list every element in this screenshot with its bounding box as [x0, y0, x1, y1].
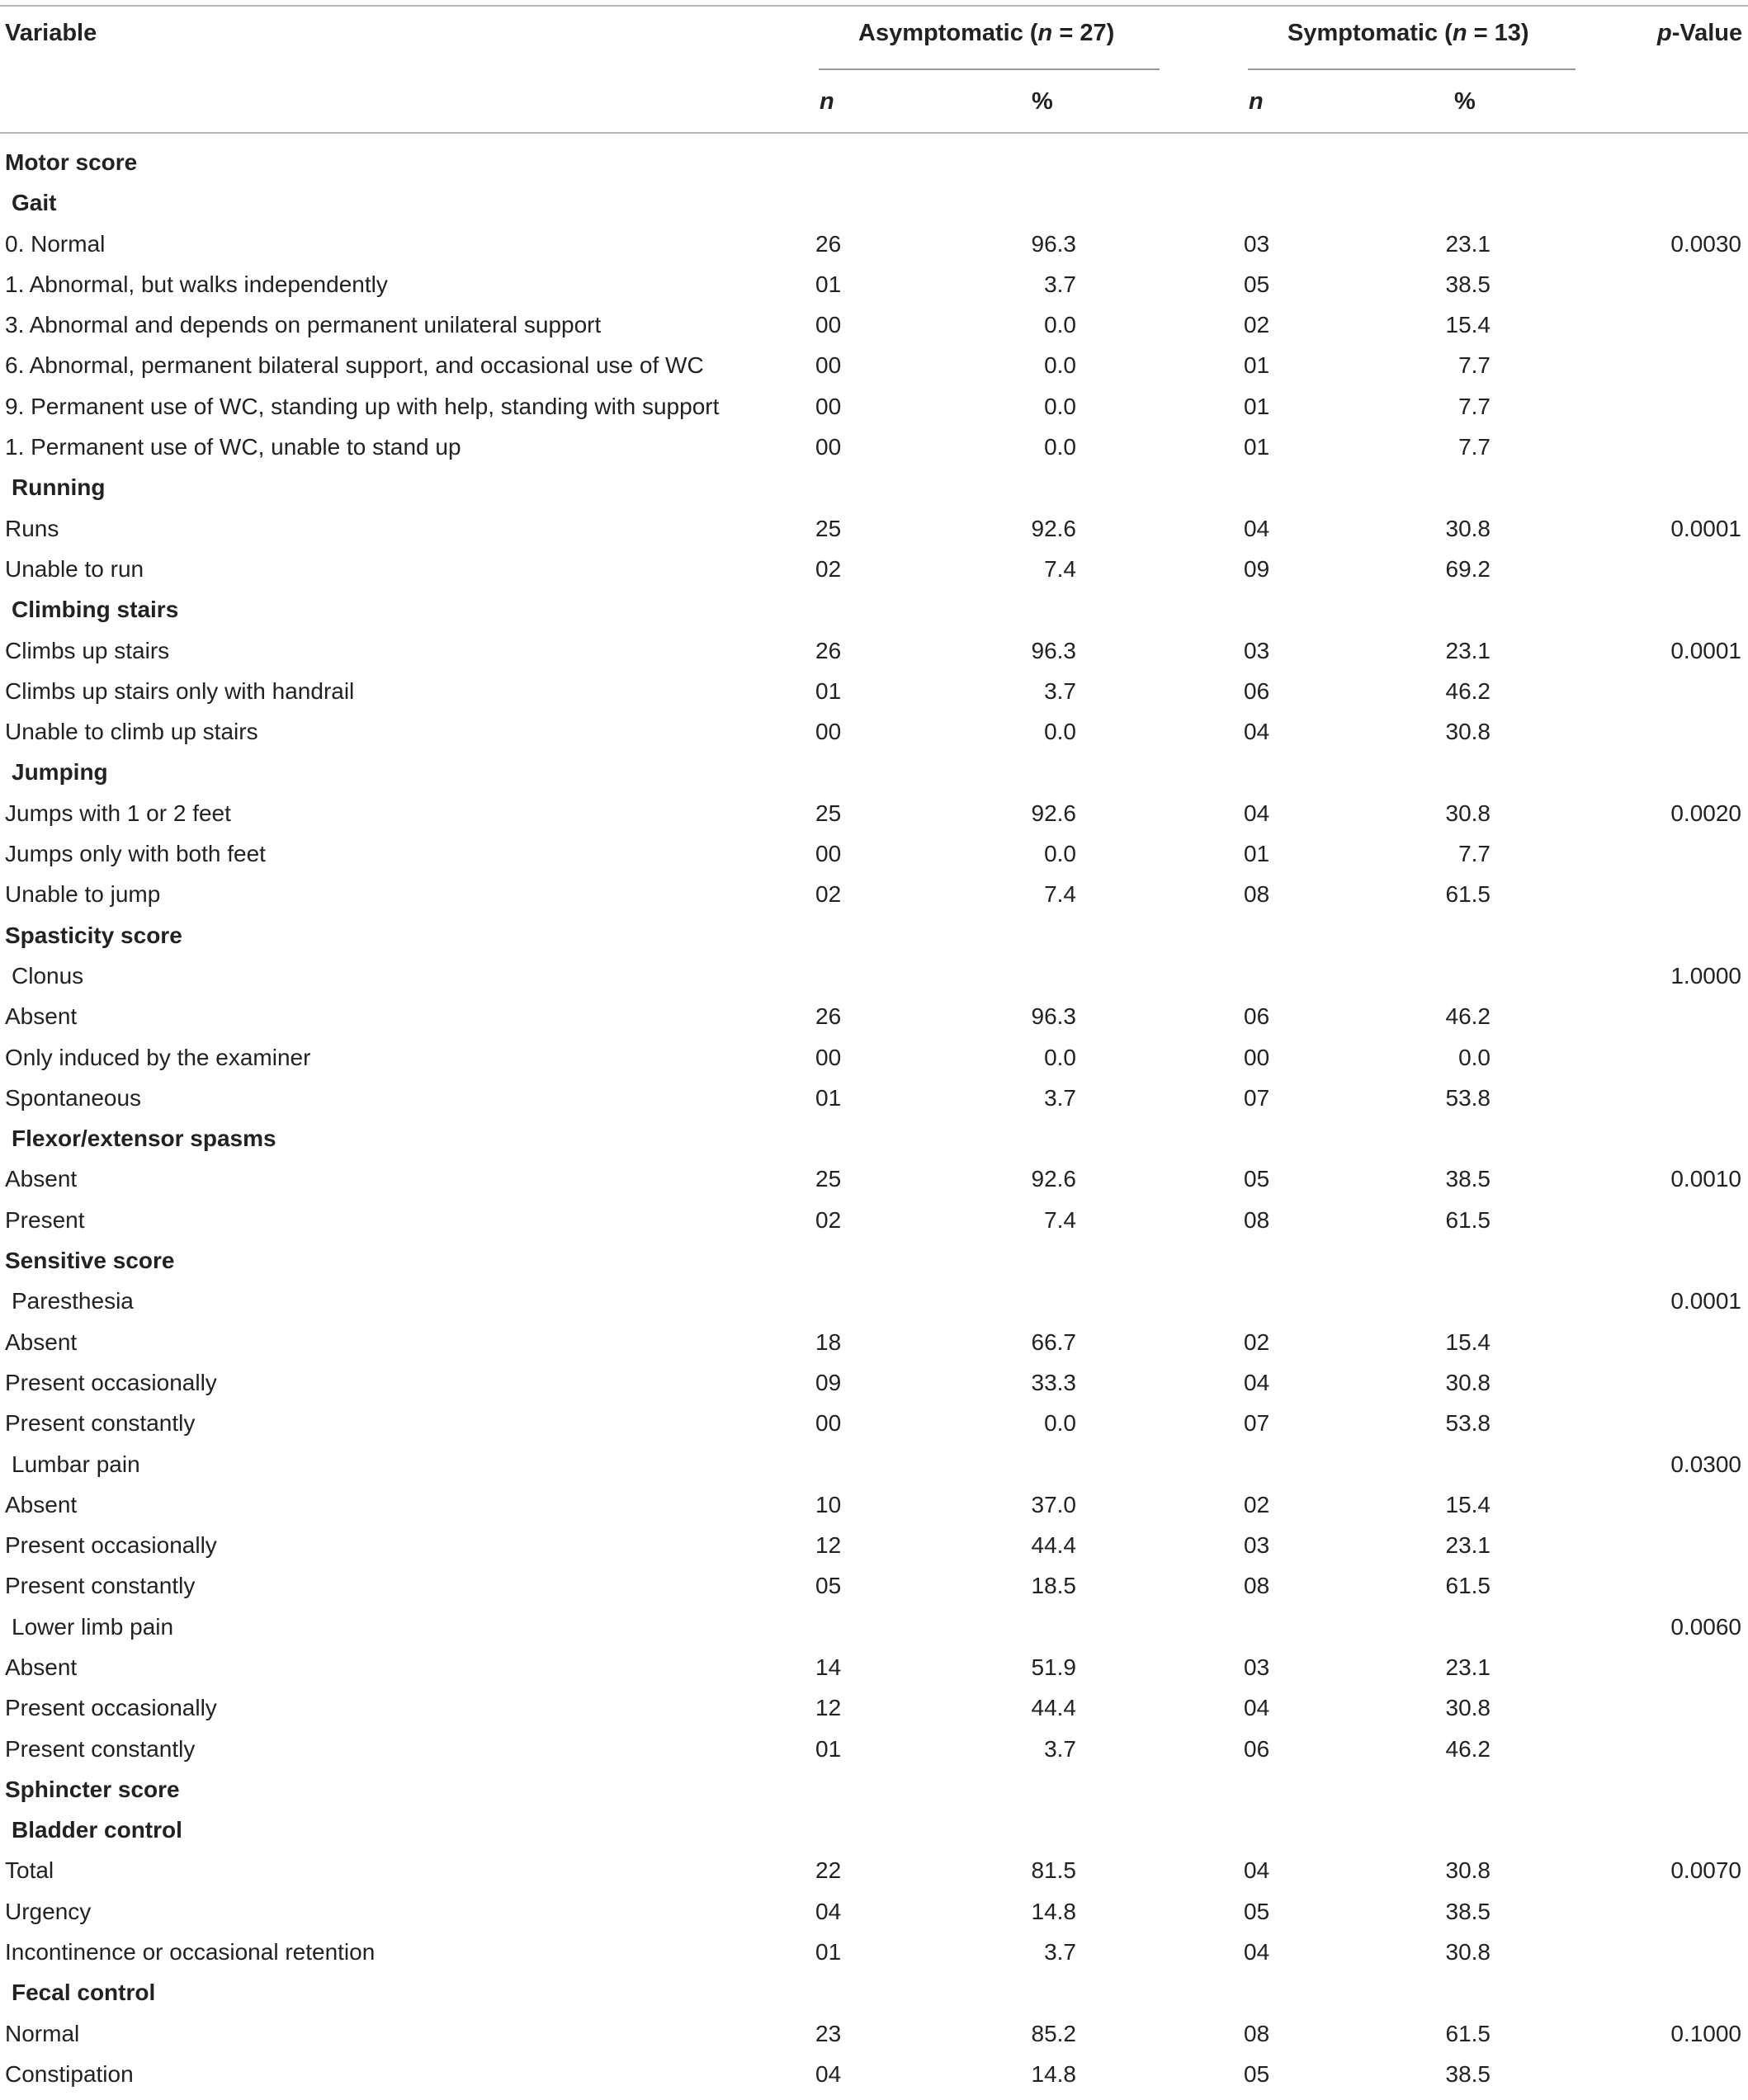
- cell-sym-pct: 46.2: [1445, 1003, 1491, 1030]
- cell-p-value: 0.0010: [1670, 1166, 1741, 1192]
- table-top-rule: [0, 5, 1748, 7]
- cell-asym-pct: 0.0: [1044, 352, 1076, 379]
- cell-asym-pct: 92.6: [1031, 1166, 1076, 1192]
- table-row: [0, 1328, 1748, 1368]
- cell-sym-n: 01: [1244, 352, 1270, 379]
- table-row: [0, 1409, 1748, 1449]
- cell-asym-pct: 92.6: [1031, 515, 1076, 541]
- row-label: Urgency: [5, 1898, 92, 1924]
- row-label: Runs: [5, 515, 59, 541]
- cell-p-value: 1.0000: [1670, 962, 1741, 989]
- cell-asym-n: 22: [815, 1857, 842, 1884]
- cell-asym-n: 04: [815, 1898, 842, 1924]
- cell-asym-pct: 33.3: [1031, 1369, 1076, 1395]
- cell-asym-pct: 0.0: [1044, 312, 1076, 338]
- cell-asym-pct: 7.4: [1044, 555, 1076, 582]
- cell-asym-n: 00: [815, 393, 842, 419]
- table-row-heading: [0, 1815, 1748, 1856]
- cell-sym-pct: 46.2: [1445, 677, 1491, 704]
- row-label: Clonus: [12, 962, 84, 989]
- row-label: Present occasionally: [5, 1532, 217, 1559]
- cell-asym-n: 00: [815, 434, 842, 460]
- cell-asym-n: 01: [815, 1735, 842, 1762]
- cell-asym-pct: 0.0: [1044, 841, 1076, 867]
- subheader-pct-sym: %: [1454, 88, 1476, 115]
- cell-sym-n: 08: [1244, 1573, 1270, 1599]
- symptomatic-group-rule: [1248, 68, 1576, 70]
- cell-sym-n: 06: [1244, 1003, 1270, 1030]
- cell-sym-pct: 0.0: [1458, 1044, 1491, 1070]
- row-label: Total: [5, 1857, 54, 1884]
- row-label: Absent: [5, 1328, 78, 1355]
- cell-asym-n: 01: [815, 1939, 842, 1966]
- cell-sym-pct: 61.5: [1445, 1573, 1491, 1599]
- cell-asym-pct: 7.4: [1044, 881, 1076, 908]
- subheader-n-sym: n: [1249, 88, 1264, 115]
- cell-asym-n: 00: [815, 312, 842, 338]
- table-row: [0, 1002, 1748, 1042]
- cell-asym-pct: 66.7: [1031, 1328, 1076, 1355]
- cell-asym-pct: 96.3: [1031, 1003, 1076, 1030]
- cell-sym-pct: 38.5: [1445, 271, 1491, 297]
- cell-sym-n: 05: [1244, 2060, 1270, 2087]
- row-label: Running: [12, 474, 106, 501]
- row-label: Unable to jump: [5, 881, 161, 908]
- row-label: Climbs up stairs only with handrail: [5, 677, 355, 704]
- row-label: Unable to climb up stairs: [5, 719, 258, 745]
- cell-asym-pct: 3.7: [1044, 1735, 1076, 1762]
- row-label: Climbing stairs: [12, 597, 179, 623]
- table-row: [0, 717, 1748, 757]
- table-row-heading: [0, 757, 1748, 798]
- table-row: [0, 310, 1748, 351]
- table-row: [0, 636, 1748, 677]
- cell-asym-pct: 51.9: [1031, 1654, 1076, 1680]
- table-row: [0, 229, 1748, 270]
- cell-asym-pct: 0.0: [1044, 719, 1076, 745]
- cell-asym-n: 00: [815, 1044, 842, 1070]
- cell-sym-pct: 30.8: [1445, 1695, 1491, 1721]
- cell-sym-n: 07: [1244, 1084, 1270, 1111]
- cell-sym-pct: 15.4: [1445, 1491, 1491, 1517]
- row-label: Incontinence or occasional retention: [5, 1939, 376, 1966]
- table-row-heading: [0, 921, 1748, 961]
- table-row: [0, 677, 1748, 717]
- table-row-heading: [0, 961, 1748, 1002]
- row-label: Present constantly: [5, 1410, 196, 1437]
- row-label: Sensitive score: [5, 1248, 175, 1274]
- cell-asym-n: 09: [815, 1369, 842, 1395]
- row-label: Spasticity score: [5, 922, 182, 948]
- table-row: [0, 270, 1748, 310]
- cell-sym-pct: 53.8: [1445, 1410, 1491, 1437]
- cell-asym-pct: 0.0: [1044, 434, 1076, 460]
- cell-asym-pct: 85.2: [1031, 2020, 1076, 2046]
- row-label: Climbs up stairs: [5, 637, 170, 663]
- cell-sym-n: 03: [1244, 1654, 1270, 1680]
- row-label: Bladder control: [12, 1817, 182, 1843]
- cell-sym-n: 08: [1244, 1206, 1270, 1233]
- cell-sym-pct: 23.1: [1445, 1654, 1491, 1680]
- row-label: Flexor/extensor spasms: [12, 1126, 276, 1152]
- cell-sym-pct: 23.1: [1445, 1532, 1491, 1559]
- cell-sym-n: 05: [1244, 1166, 1270, 1192]
- asymptomatic-group-rule: [819, 68, 1160, 70]
- table-row: [0, 514, 1748, 554]
- cell-asym-pct: 3.7: [1044, 677, 1076, 704]
- cell-sym-n: 04: [1244, 800, 1270, 826]
- table-row: [0, 1368, 1748, 1409]
- cell-asym-pct: 37.0: [1031, 1491, 1076, 1517]
- table-row: [0, 799, 1748, 839]
- row-label: Gait: [12, 190, 57, 216]
- cell-asym-pct: 44.4: [1031, 1695, 1076, 1721]
- cell-asym-n: 00: [815, 352, 842, 379]
- cell-p-value: 0.0300: [1670, 1451, 1741, 1477]
- cell-sym-n: 01: [1244, 393, 1270, 419]
- cell-sym-pct: 15.4: [1445, 312, 1491, 338]
- row-label: 1. Abnormal, but walks independently: [5, 271, 388, 297]
- row-label: Jumping: [12, 759, 108, 786]
- cell-asym-n: 12: [815, 1532, 842, 1559]
- cell-p-value: 0.0001: [1670, 637, 1741, 663]
- header-p-value: p-Value: [1657, 20, 1743, 46]
- cell-sym-n: 04: [1244, 1939, 1270, 1966]
- row-label: Absent: [5, 1654, 78, 1680]
- cell-sym-pct: 61.5: [1445, 881, 1491, 908]
- cell-sym-pct: 30.8: [1445, 1857, 1491, 1884]
- cell-asym-pct: 7.4: [1044, 1206, 1076, 1233]
- cell-sym-n: 04: [1244, 1695, 1270, 1721]
- cell-asym-n: 26: [815, 230, 842, 257]
- cell-sym-pct: 53.8: [1445, 1084, 1491, 1111]
- cell-asym-pct: 92.6: [1031, 800, 1076, 826]
- cell-asym-n: 01: [815, 271, 842, 297]
- cell-sym-n: 07: [1244, 1410, 1270, 1437]
- cell-asym-n: 02: [815, 1206, 842, 1233]
- cell-asym-n: 25: [815, 515, 842, 541]
- cell-sym-n: 02: [1244, 1491, 1270, 1517]
- cell-asym-n: 10: [815, 1491, 842, 1517]
- cell-sym-n: 01: [1244, 434, 1270, 460]
- cell-sym-n: 02: [1244, 312, 1270, 338]
- cell-asym-n: 00: [815, 1410, 842, 1437]
- header-variable: Variable: [5, 20, 97, 46]
- cell-sym-n: 03: [1244, 230, 1270, 257]
- cell-p-value: 0.0020: [1670, 800, 1741, 826]
- cell-sym-pct: 61.5: [1445, 1206, 1491, 1233]
- table-row: [0, 880, 1748, 920]
- row-label: Only induced by the examiner: [5, 1044, 311, 1070]
- cell-sym-pct: 38.5: [1445, 1166, 1491, 1192]
- cell-asym-n: 00: [815, 841, 842, 867]
- table-row: [0, 1043, 1748, 1083]
- cell-sym-pct: 30.8: [1445, 719, 1491, 745]
- cell-asym-pct: 18.5: [1031, 1573, 1076, 1599]
- table-row-heading: [0, 473, 1748, 513]
- cell-sym-n: 04: [1244, 1369, 1270, 1395]
- table-row-heading: [0, 1450, 1748, 1490]
- row-label: Absent: [5, 1003, 78, 1030]
- cell-sym-pct: 30.8: [1445, 515, 1491, 541]
- cell-asym-pct: 0.0: [1044, 1410, 1076, 1437]
- table-row: [0, 1653, 1748, 1693]
- table-row: [0, 1206, 1748, 1246]
- row-label: 0. Normal: [5, 230, 106, 257]
- table-row: [0, 1083, 1748, 1124]
- table-row: [0, 1897, 1748, 1937]
- cell-sym-n: 09: [1244, 555, 1270, 582]
- table-row-heading: [0, 1612, 1748, 1653]
- cell-sym-pct: 30.8: [1445, 800, 1491, 826]
- cell-sym-pct: 30.8: [1445, 1369, 1491, 1395]
- cell-sym-pct: 61.5: [1445, 2020, 1491, 2046]
- cell-sym-n: 05: [1244, 1898, 1270, 1924]
- cell-asym-pct: 0.0: [1044, 1044, 1076, 1070]
- cell-sym-n: 03: [1244, 637, 1270, 663]
- cell-sym-n: 04: [1244, 1857, 1270, 1884]
- cell-sym-n: 05: [1244, 271, 1270, 297]
- row-label: Unable to run: [5, 555, 144, 582]
- row-label: Lower limb pain: [12, 1613, 174, 1640]
- cell-sym-n: 04: [1244, 719, 1270, 745]
- row-label: 9. Permanent use of WC, standing up with help, standing with support: [5, 393, 720, 419]
- table-row: [0, 554, 1748, 595]
- row-label: 6. Abnormal, permanent bilateral support, and occasional use of WC: [5, 352, 704, 379]
- row-label: Motor score: [5, 149, 138, 175]
- cell-sym-pct: 38.5: [1445, 2060, 1491, 2087]
- cell-asym-pct: 14.8: [1031, 2060, 1076, 2087]
- cell-sym-n: 00: [1244, 1044, 1270, 1070]
- cell-sym-pct: 38.5: [1445, 1898, 1491, 1924]
- row-label: Normal: [5, 2020, 80, 2046]
- subheader-pct-asym: %: [1032, 88, 1053, 115]
- cell-p-value: 0.0001: [1670, 1288, 1741, 1314]
- table-row: [0, 1531, 1748, 1571]
- table-row: [0, 432, 1748, 473]
- cell-asym-n: 25: [815, 1166, 842, 1192]
- cell-sym-n: 01: [1244, 841, 1270, 867]
- cell-asym-n: 26: [815, 637, 842, 663]
- cell-sym-n: 08: [1244, 881, 1270, 908]
- table-row: [0, 1856, 1748, 1896]
- table-row-heading: [0, 1978, 1748, 2018]
- cell-asym-n: 25: [815, 800, 842, 826]
- table-row-heading: [0, 1246, 1748, 1286]
- row-label: 1. Permanent use of WC, unable to stand up: [5, 434, 461, 460]
- cell-asym-n: 12: [815, 1695, 842, 1721]
- row-label: Present occasionally: [5, 1695, 217, 1721]
- row-label: Fecal control: [12, 1980, 156, 2006]
- cell-p-value: 0.0030: [1670, 230, 1741, 257]
- cell-asym-pct: 3.7: [1044, 1939, 1076, 1966]
- cell-sym-n: 04: [1244, 515, 1270, 541]
- row-label: Sphincter score: [5, 1776, 180, 1802]
- table-body: [0, 148, 1748, 2100]
- cell-asym-n: 00: [815, 719, 842, 745]
- cell-asym-n: 26: [815, 1003, 842, 1030]
- table-row: [0, 392, 1748, 432]
- cell-sym-pct: 7.7: [1458, 393, 1491, 419]
- cell-sym-n: 03: [1244, 1532, 1270, 1559]
- table-row: [0, 1164, 1748, 1205]
- cell-asym-n: 02: [815, 881, 842, 908]
- cell-asym-pct: 0.0: [1044, 393, 1076, 419]
- cell-asym-n: 18: [815, 1328, 842, 1355]
- cell-sym-pct: 23.1: [1445, 230, 1491, 257]
- cell-sym-pct: 69.2: [1445, 555, 1491, 582]
- table-row: [0, 1571, 1748, 1612]
- cell-asym-n: 01: [815, 1084, 842, 1111]
- cell-asym-n: 04: [815, 2060, 842, 2087]
- header-bottom-rule: [0, 132, 1748, 134]
- table-row: [0, 2019, 1748, 2060]
- cell-sym-pct: 7.7: [1458, 352, 1491, 379]
- row-label: Spontaneous: [5, 1084, 142, 1111]
- row-label: Paresthesia: [12, 1288, 134, 1314]
- cell-sym-pct: 46.2: [1445, 1735, 1491, 1762]
- cell-asym-pct: 3.7: [1044, 271, 1076, 297]
- table-row: [0, 839, 1748, 880]
- row-label: Present constantly: [5, 1735, 196, 1762]
- cell-sym-n: 06: [1244, 1735, 1270, 1762]
- row-label: Lumbar pain: [12, 1451, 140, 1477]
- header-symptomatic: Symptomatic (n = 13): [1287, 20, 1529, 46]
- header-asymptomatic: Asymptomatic (n = 27): [858, 20, 1115, 46]
- cell-asym-n: 23: [815, 2020, 842, 2046]
- cell-asym-pct: 81.5: [1031, 1857, 1076, 1884]
- cell-sym-pct: 30.8: [1445, 1939, 1491, 1966]
- cell-sym-n: 08: [1244, 2020, 1270, 2046]
- row-label: Jumps with 1 or 2 feet: [5, 800, 231, 826]
- cell-asym-n: 01: [815, 677, 842, 704]
- cell-sym-pct: 7.7: [1458, 434, 1491, 460]
- cell-p-value: 0.0070: [1670, 1857, 1741, 1884]
- cell-asym-n: 02: [815, 555, 842, 582]
- table-row: [0, 1490, 1748, 1531]
- table-row: [0, 1937, 1748, 1978]
- cell-asym-n: 05: [815, 1573, 842, 1599]
- table-row-heading: [0, 1124, 1748, 1164]
- subheader-n-asym: n: [820, 88, 834, 115]
- cell-asym-pct: 96.3: [1031, 637, 1076, 663]
- table-row-heading: [0, 148, 1748, 188]
- cell-p-value: 0.0001: [1670, 515, 1741, 541]
- row-label: Absent: [5, 1491, 78, 1517]
- cell-sym-pct: 7.7: [1458, 841, 1491, 867]
- row-label: Present constantly: [5, 1573, 196, 1599]
- cell-asym-pct: 14.8: [1031, 1898, 1076, 1924]
- table-row: [0, 1734, 1748, 1775]
- cell-asym-pct: 44.4: [1031, 1532, 1076, 1559]
- table-row-heading: [0, 595, 1748, 635]
- cell-asym-pct: 96.3: [1031, 230, 1076, 257]
- table-row-heading: [0, 188, 1748, 229]
- table-row: [0, 351, 1748, 391]
- table-row-heading: [0, 1775, 1748, 1815]
- row-label: Jumps only with both feet: [5, 841, 266, 867]
- cell-p-value: 0.1000: [1670, 2020, 1741, 2046]
- cell-asym-pct: 3.7: [1044, 1084, 1076, 1111]
- cell-sym-pct: 15.4: [1445, 1328, 1491, 1355]
- table-row: [0, 2060, 1748, 2100]
- cell-sym-n: 02: [1244, 1328, 1270, 1355]
- row-label: Constipation: [5, 2060, 134, 2087]
- row-label: Present: [5, 1206, 85, 1233]
- cell-p-value: 0.0060: [1670, 1613, 1741, 1640]
- row-label: 3. Abnormal and depends on permanent unilateral support: [5, 312, 602, 338]
- cell-asym-n: 14: [815, 1654, 842, 1680]
- table-row-heading: [0, 1286, 1748, 1327]
- row-label: Absent: [5, 1166, 78, 1192]
- row-label: Present occasionally: [5, 1369, 217, 1395]
- table-row: [0, 1693, 1748, 1734]
- cell-sym-pct: 23.1: [1445, 637, 1491, 663]
- cell-sym-n: 06: [1244, 677, 1270, 704]
